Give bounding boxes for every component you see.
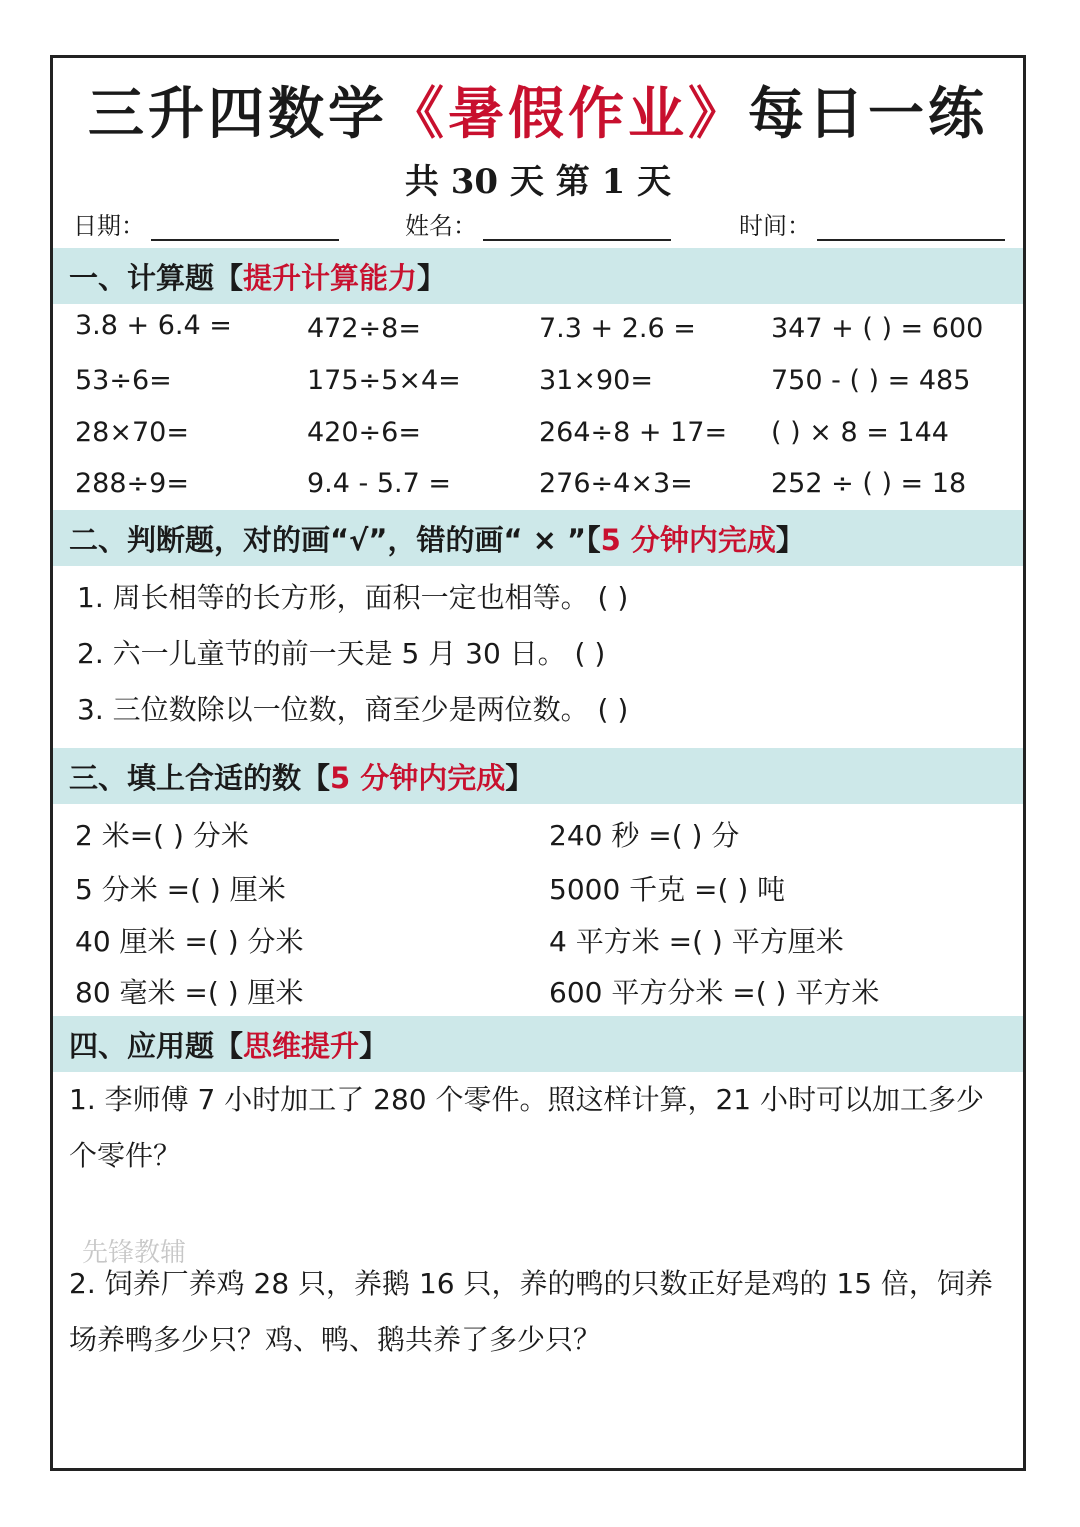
time-field[interactable]	[739, 206, 1005, 241]
calc-item: 420÷6=	[307, 417, 421, 448]
calc-item: 53÷6=	[75, 365, 172, 396]
section-app-end: 】	[359, 1028, 389, 1063]
calc-item: 175÷5×4=	[307, 365, 461, 396]
calc-item: 3.8 + 6.4 =	[75, 310, 232, 341]
date-line[interactable]	[151, 209, 339, 241]
fill-item: 240 秒 =( ) 分	[549, 819, 740, 852]
calc-item: ( ) × 8 = 144	[771, 417, 949, 448]
section-calc-highlight: 提升计算能力	[243, 260, 418, 295]
section-tf-end: 】	[775, 522, 805, 557]
tf-question: 2. 六一儿童节的前一天是 5 月 30 日。 ( )	[77, 637, 606, 670]
time-line[interactable]	[817, 209, 1005, 241]
day-subtitle: 共 30 天 第 1 天	[404, 162, 672, 202]
section-tf-highlight: 5 分钟内完成	[600, 522, 776, 557]
name-line[interactable]	[483, 209, 671, 241]
app-question: 2. 饲养厂养鸡 28 只，养鹅 16 只，养的鸭的只数正好是鸡的 15 倍，饲养场养鸭多少只？鸡、鸭、鹅共养了多少只？	[69, 1267, 993, 1356]
info-row	[73, 206, 1007, 246]
section-app-highlight: 思维提升	[243, 1028, 360, 1063]
fill-item: 2 米=( ) 分米	[75, 819, 249, 852]
section-app-header	[53, 1016, 1023, 1072]
section-calc-header	[53, 248, 1023, 304]
section-calc-label: 一、计算题【	[69, 260, 244, 295]
section-tf-header	[53, 510, 1023, 566]
title-part2: 《暑假作业》	[388, 81, 748, 147]
calc-item: 28×70=	[75, 417, 189, 448]
name-field[interactable]	[405, 206, 671, 241]
fill-item: 5000 千克 =( ) 吨	[549, 873, 786, 906]
section-fill-end: 】	[505, 760, 535, 795]
fill-item: 80 毫米 =( ) 厘米	[75, 976, 304, 1009]
fill-item: 600 平方分米 =( ) 平方米	[549, 976, 880, 1009]
section-tf-label: 二、判断题，对的画“√”，错的画“ × ”【	[69, 522, 601, 557]
section-fill-header	[53, 748, 1023, 804]
calc-item: 750 - ( ) = 485	[771, 365, 971, 396]
name-label: 姓名：	[405, 212, 477, 240]
tf-question: 3. 三位数除以一位数，商至少是两位数。 ( )	[77, 693, 629, 726]
calc-item: 31×90=	[539, 365, 653, 396]
fill-item: 5 分米 =( ) 厘米	[75, 873, 286, 906]
calc-item: 9.4 - 5.7 =	[307, 468, 451, 499]
app-question: 1. 李师傅 7 小时加工了 280 个零件。照这样计算，21 小时可以加工多少个零件？	[69, 1083, 985, 1172]
page-title	[53, 70, 1023, 150]
tf-question: 1. 周长相等的长方形，面积一定也相等。 ( )	[77, 581, 629, 614]
calc-item: 472÷8=	[307, 313, 421, 344]
section-fill-highlight: 5 分钟内完成	[330, 760, 506, 795]
worksheet	[50, 55, 1026, 1471]
watermark: 先锋教辅	[82, 1238, 187, 1268]
date-label: 日期：	[73, 212, 145, 240]
calc-item: 7.3 + 2.6 =	[539, 313, 696, 344]
calc-item: 347 + ( ) = 600	[771, 313, 984, 344]
calc-item: 252 ÷ ( ) = 18	[771, 468, 967, 499]
calc-item: 276÷4×3=	[539, 468, 693, 499]
calc-item: 288÷9=	[75, 468, 189, 499]
fill-item: 4 平方米 =( ) 平方厘米	[549, 925, 844, 958]
fill-item: 40 厘米 =( ) 分米	[75, 925, 304, 958]
date-field[interactable]	[73, 206, 339, 241]
calc-item: 264÷8 + 17=	[539, 417, 728, 448]
section-calc-end: 】	[417, 260, 447, 295]
time-label: 时间：	[739, 212, 811, 240]
section-app-label: 四、应用题【	[69, 1028, 244, 1063]
section-fill-label: 三、填上合适的数【	[69, 760, 331, 795]
title-part3: 每日一练	[748, 81, 988, 147]
title-part1: 三升四数学	[88, 81, 388, 147]
